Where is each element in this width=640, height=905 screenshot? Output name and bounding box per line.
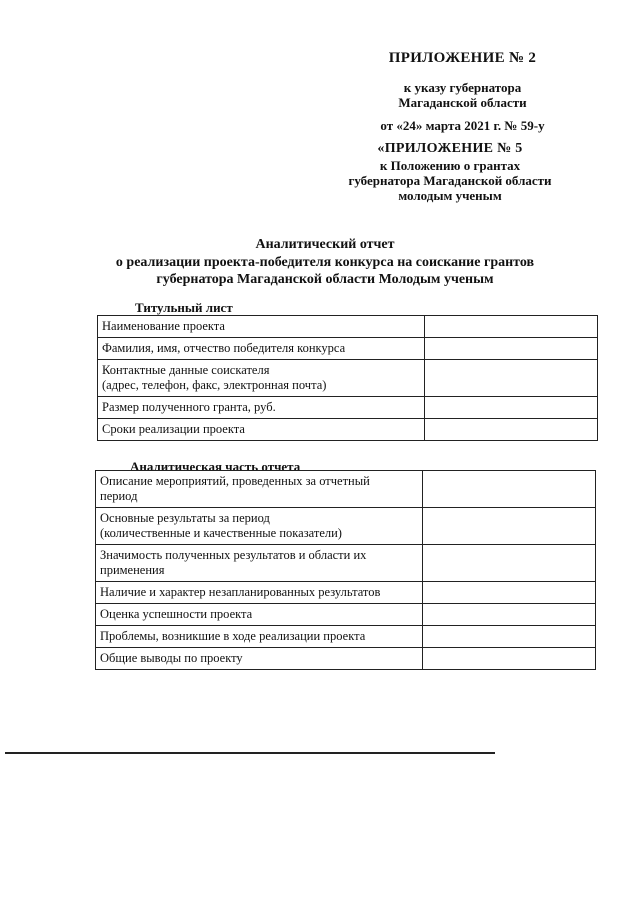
appendix-sub-heading: «ПРИЛОЖЕНИЕ № 5 <box>377 141 523 156</box>
appendix-main-line2: Магаданской области <box>398 95 527 111</box>
row-value-cell[interactable] <box>425 419 598 441</box>
row-label-text: Значимость полученных результатов и области их <box>100 548 367 562</box>
table-row <box>96 582 596 604</box>
row-value-cell[interactable] <box>422 545 595 582</box>
appendix-main-block <box>340 50 585 134</box>
appendix-sub-line2: губернатора Магаданской области <box>348 173 552 189</box>
table-row <box>96 508 596 545</box>
row-label-text: Основные результаты за период <box>100 511 270 525</box>
row-label-text: Наличие и характер незапланированных результатов <box>100 585 381 599</box>
row-value-cell[interactable] <box>425 316 598 338</box>
table-row <box>96 545 596 582</box>
row-label <box>96 626 423 648</box>
title-line1: Аналитический отчет <box>255 237 395 252</box>
row-label <box>96 604 423 626</box>
title-sheet-table <box>97 315 598 441</box>
appendix-sub-block <box>325 141 575 204</box>
row-value-cell[interactable] <box>422 604 595 626</box>
title-sheet-heading: Титульный лист <box>135 300 233 315</box>
row-label-text-2: период <box>100 489 138 503</box>
row-label <box>98 360 425 397</box>
analytical-part-heading: Аналитическая часть отчета <box>130 459 301 474</box>
row-label-text: Проблемы, возникшие в ходе реализации проекта <box>100 629 366 643</box>
row-value-cell[interactable] <box>422 648 595 670</box>
row-label-text-2: (адрес, телефон, факс, электронная почта) <box>102 378 327 392</box>
row-value-cell[interactable] <box>425 338 598 360</box>
row-label <box>96 471 423 508</box>
title-line3: губернатора Магаданской области Молодым ученым <box>156 272 494 287</box>
table-row <box>98 360 598 397</box>
bottom-divider <box>5 752 495 754</box>
table-row <box>96 648 596 670</box>
row-label-text: Размер полученного гранта, руб. <box>102 400 276 414</box>
appendix-main-line1: к указу губернатора <box>403 80 522 96</box>
appendix-sub-line3: молодым ученым <box>398 187 502 203</box>
row-label-text-2: применения <box>100 563 165 577</box>
title-line2: о реализации проекта-победителя конкурса на соискание грантов <box>115 254 535 270</box>
row-value-cell[interactable] <box>422 471 595 508</box>
row-label-text: Наименование проекта <box>102 319 225 333</box>
row-label-text: Описание мероприятий, проведенных за отчетный <box>100 474 370 488</box>
appendix-sub-line1: к Положению о грантах <box>379 158 521 174</box>
appendix-main-heading: ПРИЛОЖЕНИЕ № 2 <box>388 50 537 66</box>
row-label <box>96 508 423 545</box>
row-label <box>96 582 423 604</box>
row-value-cell[interactable] <box>425 360 598 397</box>
row-value-cell[interactable] <box>425 397 598 419</box>
document-title <box>90 236 560 289</box>
table-row <box>98 338 598 360</box>
analytical-part-table <box>95 470 596 670</box>
row-label <box>98 338 425 360</box>
table-row <box>96 471 596 508</box>
row-label <box>96 648 423 670</box>
table-row <box>96 626 596 648</box>
row-label-text: Фамилия, имя, отчество победителя конкурса <box>102 341 346 355</box>
row-label <box>96 545 423 582</box>
row-label-text: Контактные данные соискателя <box>102 363 270 377</box>
row-value-cell[interactable] <box>422 626 595 648</box>
row-label <box>98 397 425 419</box>
row-value-cell[interactable] <box>422 582 595 604</box>
table-row <box>96 604 596 626</box>
row-label <box>98 419 425 441</box>
appendix-main-date: от «24» марта 2021 г. № 59-у <box>380 118 545 134</box>
table-row <box>98 419 598 441</box>
table-row <box>98 316 598 338</box>
row-label-text-2: (количественные и качественные показатели) <box>100 526 342 540</box>
row-label-text: Общие выводы по проекту <box>100 651 243 665</box>
row-label-text: Сроки реализации проекта <box>102 422 245 436</box>
row-label-text: Оценка успешности проекта <box>100 607 253 621</box>
table-row <box>98 397 598 419</box>
row-value-cell[interactable] <box>422 508 595 545</box>
row-label <box>98 316 425 338</box>
